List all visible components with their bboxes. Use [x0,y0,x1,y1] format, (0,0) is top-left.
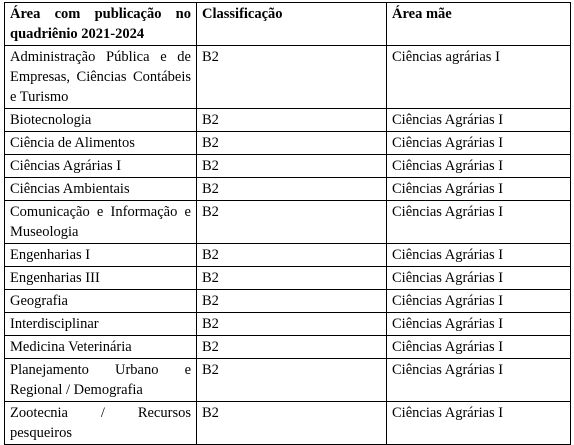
cell-area: Engenharias III [5,267,197,290]
cell-area: Administração Pública e de Empresas, Ciências Contábeis e Turismo [5,46,197,109]
cell-classificacao: B2 [197,109,387,132]
header-area: Área com publicação no quadriênio 2021-2024 [5,3,197,46]
cell-area-mae: Ciências Agrárias I [387,244,571,267]
cell-classificacao: B2 [197,290,387,313]
cell-area-mae: Ciências Agrárias I [387,201,571,244]
cell-area: Biotecnologia [5,109,197,132]
table-header-row [5,3,571,46]
cell-classificacao: B2 [197,336,387,359]
table-row [5,155,571,178]
cell-area-mae: Ciências Agrárias I [387,402,571,445]
cell-classificacao: B2 [197,155,387,178]
cell-classificacao: B2 [197,46,387,109]
table-row [5,359,571,402]
cell-classificacao: B2 [197,244,387,267]
cell-area: Zootecnia / Recursos pesqueiros [5,402,197,445]
header-classificacao: Classificação [197,3,387,46]
table-row [5,336,571,359]
cell-area: Medicina Veterinária [5,336,197,359]
cell-area: Geografia [5,290,197,313]
cell-classificacao: B2 [197,359,387,402]
table-row [5,178,571,201]
cell-classificacao: B2 [197,313,387,336]
table-row [5,132,571,155]
cell-area: Comunicação e Informação e Museologia [5,201,197,244]
cell-area-mae: Ciências agrárias I [387,46,571,109]
cell-area-mae: Ciências Agrárias I [387,155,571,178]
classification-table [4,2,571,445]
table-row [5,244,571,267]
table-row [5,46,571,109]
cell-area-mae: Ciências Agrárias I [387,290,571,313]
cell-classificacao: B2 [197,402,387,445]
table-row [5,313,571,336]
cell-area-mae: Ciências Agrárias I [387,336,571,359]
cell-area: Ciências Agrárias I [5,155,197,178]
cell-classificacao: B2 [197,132,387,155]
cell-area: Ciências Ambientais [5,178,197,201]
table-row [5,290,571,313]
cell-area-mae: Ciências Agrárias I [387,267,571,290]
table-row [5,109,571,132]
cell-area-mae: Ciências Agrárias I [387,109,571,132]
cell-area: Interdisciplinar [5,313,197,336]
cell-area: Planejamento Urbano e Regional / Demografia [5,359,197,402]
cell-area-mae: Ciências Agrárias I [387,313,571,336]
cell-classificacao: B2 [197,267,387,290]
table-row [5,267,571,290]
cell-area: Engenharias I [5,244,197,267]
document-page [4,2,570,445]
cell-classificacao: B2 [197,201,387,244]
cell-area: Ciência de Alimentos [5,132,197,155]
table-row [5,402,571,445]
header-area-mae: Área mãe [387,3,571,46]
cell-area-mae: Ciências Agrárias I [387,359,571,402]
cell-classificacao: B2 [197,178,387,201]
cell-area-mae: Ciências Agrárias I [387,132,571,155]
table-row [5,201,571,244]
cell-area-mae: Ciências Agrárias I [387,178,571,201]
